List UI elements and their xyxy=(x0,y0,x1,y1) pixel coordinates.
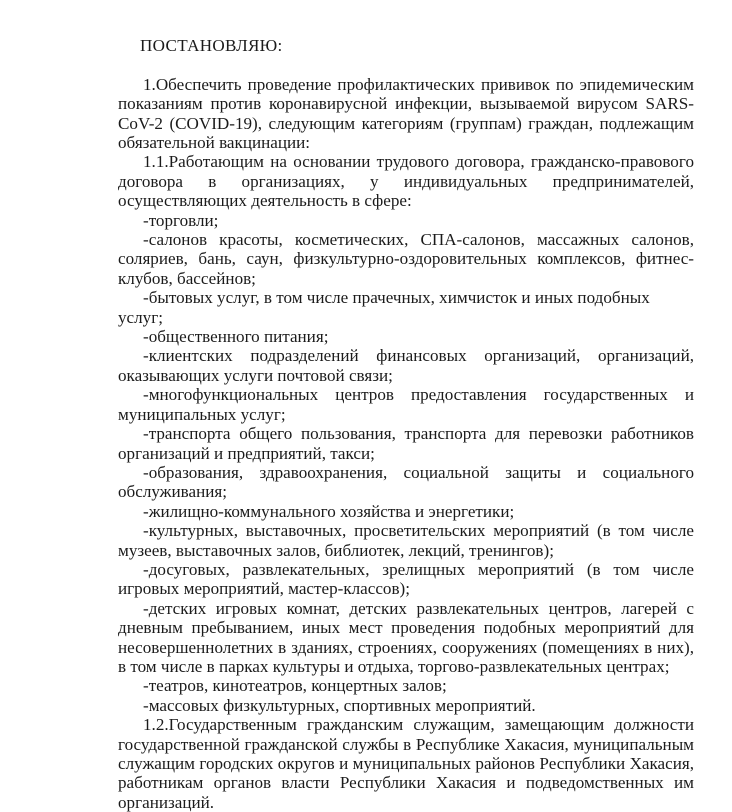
list-item-utilities-energy: -жилищно-коммунального хозяйства и энергетики; xyxy=(143,501,515,521)
list-item-transport: -транспорта общего пользования, транспорта для перевозки работников организаций и предприятий, такси; xyxy=(118,424,694,463)
list-item-theatres: -театров, кинотеатров, концертных залов; xyxy=(143,676,447,696)
paragraph-clause-1: 1.Обеспечить проведение профилактических прививок по эпидемическим показаниям против коронавирусной инфекции, вызываемой вирусом SARS-CoV-2 (COVID-19), следующим категориям (группам) граждан, подлежащим обязательной вакцинации: xyxy=(118,74,694,153)
list-item-cultural-events: -культурных, выставочных, просветительских мероприятий (в том числе музеев, выставочных залов, библиотек, лекций, тренингов); xyxy=(118,521,694,560)
paragraph-clause-1-2: 1.2.Государственным гражданским служащим, замещающим должности государственной гражданской службы в Республике Хакасия, муниципальным служащим городских округов и муниципальных районов Республики Хакасия, работникам органов власти Республики Хакасия и подведомственных им организаций. xyxy=(118,715,694,812)
list-item-mass-sports: -массовых физкультурных, спортивных мероприятий. xyxy=(143,695,536,715)
list-item-financial-client-units: -клиентских подразделений финансовых организаций, организаций, оказывающих услуги почтовой связи; xyxy=(118,346,694,385)
list-item-leisure-events: -досуговых, развлекательных, зрелищных мероприятий (в том числе игровых мероприятий, мастер-классов); xyxy=(118,559,694,599)
list-item-education-health: -образования, здравоохранения, социальной защиты и социального обслуживания; xyxy=(118,462,694,502)
page-title: ПОСТАНОВЛЯЮ: xyxy=(140,36,283,55)
paragraph-clause-1-1: 1.1.Работающим на основании трудового договора, гражданско-правового договора в организациях, у индивидуальных предпринимателей, осуществляющих деятельность в сфере: xyxy=(118,152,694,211)
list-item-catering: -общественного питания; xyxy=(143,327,329,347)
list-item-beauty-salons: -салонов красоты, косметических, СПА-салонов, массажных салонов, соляриев, бань, саун, физкультурно-оздоровительных комплексов, фитнес-клубов, бассейнов; xyxy=(118,230,694,288)
list-item-household-services: -бытовых услуг, в том числе прачечных, химчисток и иных подобных услуг; xyxy=(118,288,650,327)
document-body xyxy=(118,36,694,812)
list-item-mfc: -многофункциональных центров предоставления государственных и муниципальных услуг; xyxy=(118,385,694,424)
list-item-trade: -торговли; xyxy=(143,210,219,230)
list-item-childrens-playrooms: -детских игровых комнат, детских развлекательных центров, лагерей с дневным пребыванием, иных мест проведения подобных мероприятий для несовершеннолетних в зданиях, строениях, сооружениях (помещениях в них), в том числе в парках культуры и отдыха, торгово-развлекательных центрах; xyxy=(118,598,694,676)
